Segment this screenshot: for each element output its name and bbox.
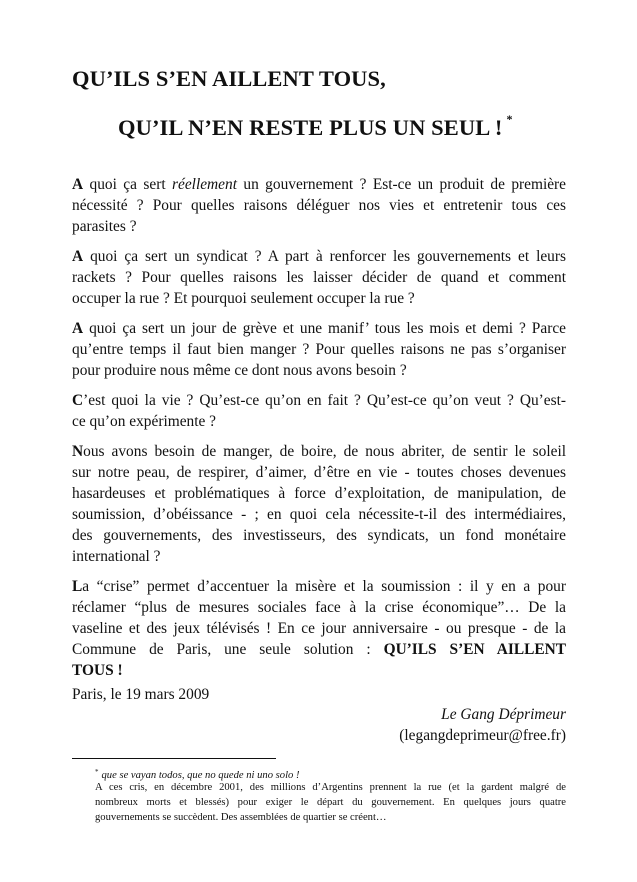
footnote-quote: que se vayan todos, que no quede ni uno solo ! [101,770,300,781]
text: a “crise” permet d’accentuer la misère et la soumission : il y en a pour [82,578,566,595]
footnote-line-3: gouvernements se succèdent. Des assemblées de quartier se créent… [95,812,387,823]
text: ous avons besoin de manger, de boire, de nous abriter, de sentir le soleil [83,443,566,460]
paragraph-2-line-1 [72,246,566,267]
paragraph-5-line-1 [72,441,566,462]
paragraph-1-line-3: parasites ? [72,218,137,235]
footnote-marker: * [95,768,99,776]
text: ’est quoi la vie ? Qu’est-ce qu’on en fait ? Qu’est-ce qu’on veut ? Qu’est- [83,392,566,409]
footnote-divider [72,758,276,759]
paragraph-5-line-3: hasardeuses et problématiques à force d’exploitation, de manipulation, de [72,485,566,502]
text: Commune de Paris, une seule solution : [72,641,384,658]
paragraph-3-line-2: qu’entre temps il faut bien manger ? Pour quelles raisons ne pas s’organiser [72,341,566,358]
title-line-2 [118,112,513,141]
paragraph-5-line-2: sur notre peau, de respirer, d’aimer, d’être en vie - toutes choses devenues [72,464,566,481]
paragraph-4-line-2: ce qu’on expérimente ? [72,413,217,430]
footnote [95,765,566,825]
paragraph-1-line-2: nécessité ? Pour quelles raisons déléguer nos vies et entretenir tous ces [72,197,566,214]
paragraph-3-line-3: pour produire nous même ce dont nous avons besoin ? [72,362,407,379]
title-line-1: QU’ILS S’EN AILLENT TOUS, [72,66,386,91]
paragraph-4 [72,390,566,432]
text: un gouvernement ? Est-ce un produit de première [236,176,567,193]
footnote-quote-line [95,765,566,780]
paragraph-1 [72,174,566,237]
emphasis-text: réellement [172,176,237,193]
drop-letter: A [72,176,84,193]
text: quoi ça sert [83,176,173,193]
drop-letter: A [72,248,84,265]
drop-letter: N [72,443,84,460]
footnote-line-1: A ces cris, en décembre 2001, des millions d’Argentins prennent la rue (et la gardent malgré de [95,782,566,793]
drop-letter: C [72,392,84,409]
footnote-line-2: nombreux morts et blessés) pour exiger le départ du gouvernement. En quelques jours quatre [95,797,566,808]
signature-block [399,704,566,746]
text: quoi ça sert un jour de grève et une manif’ tous les mois et demi ? Parce [83,320,566,337]
signature-name: Le Gang Déprimeur [441,706,566,723]
paragraph-2-line-2: rackets ? Pour quelles raisons les laisser décider de quand et comment [72,269,566,286]
paragraph-5-line-4: soumission, d’obéissance - ; en quoi cela nécessite-t-il des intermédiaires, [72,506,566,523]
paragraph-1-line-1 [72,174,566,195]
paragraph-6-line-2: réclamer “plus de mesures sociales face à la crise économique”… De la [72,599,566,616]
paragraph-6-line-4 [72,639,566,660]
paragraph-3 [72,318,566,381]
bold-slogan-end: TOUS ! [72,662,123,679]
signature-email[interactable]: (legangdeprimeur@free.fr) [399,727,566,744]
text: quoi ça sert un syndicat ? A part à renforcer les gouvernements et leurs [83,248,566,265]
paragraph-2-line-3: occuper la rue ? Et pourquoi seulement occuper la rue ? [72,290,415,307]
title-line-2-text: QU’IL N’EN RESTE PLUS UN SEUL ! [118,115,503,140]
bold-slogan: QU’ILS S’EN AILLENT [383,641,566,658]
paragraph-5 [72,441,566,567]
paragraph-3-line-1 [72,318,566,339]
paragraph-4-line-1 [72,390,566,411]
paragraph-6 [72,576,566,681]
paragraph-2 [72,246,566,309]
paragraph-6-line-1 [72,576,566,597]
date-line: Paris, le 19 mars 2009 [72,686,210,703]
title-footnote-marker[interactable]: * [506,112,513,126]
paragraph-6-line-5 [72,660,566,681]
drop-letter: L [72,578,83,595]
drop-letter: A [72,320,84,337]
paragraph-6-line-3: vaseline et des jeux télévisés ! En ce jour anniversaire - ou presque - de la [72,620,566,637]
paragraph-5-line-6: international ? [72,548,161,565]
paragraph-5-line-5: des gouvernements, des investisseurs, des syndicats, un fond monétaire [72,527,566,544]
